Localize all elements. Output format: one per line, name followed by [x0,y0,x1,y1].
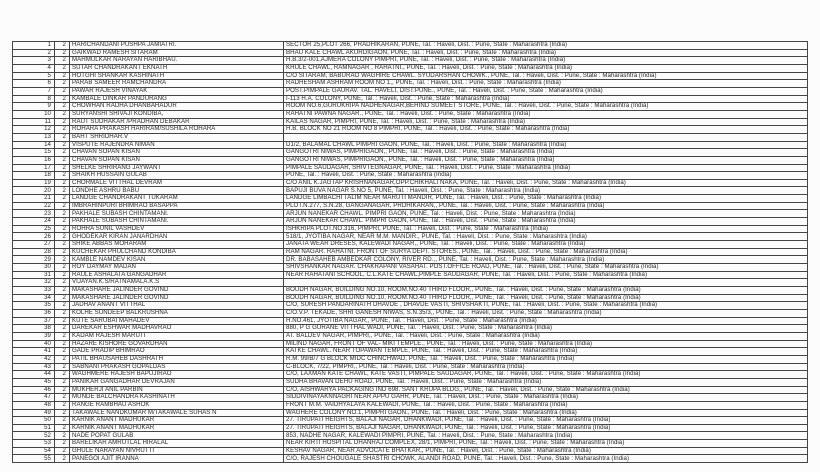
serial-number-cell: 4 [13,64,55,72]
category-cell: 2 [55,42,70,50]
serial-number-cell: 24 [13,218,55,226]
name-cell: MAHMULKAR NARAYAN HARIBHAU. [70,57,284,65]
name-cell: RAULE ASHALATA GANGADHAR [70,271,284,279]
address-cell: POST.PIMPALE GAURAV. TAL. HAVELI, DIST:PUNE., PUNE, Tal. : Haveli, Dist. : Pune, State : Maharashtra (India) [284,87,808,95]
serial-number-cell: 13 [13,133,55,141]
category-cell: 2 [55,401,70,409]
table-row [13,210,808,218]
table-row [13,417,808,425]
address-cell: R.M. 99/B/7 G BLOCK MIDC CHINCHWAD, PUNE, Tal. : Haveli, Dist. : Pune, State : Maharashtra (India) [284,355,808,363]
serial-number-cell: 54 [13,447,55,455]
table-row [13,340,808,348]
table-row [13,241,808,249]
address-cell: 880, P G GURANE VITTHAL WADI, PUNE, Tal. : Haveli, Dist. : Pune, State : Maharashtra (India) [284,325,808,333]
category-cell: 2 [55,355,70,363]
serial-number-cell: 6 [13,80,55,88]
table-row [13,42,808,50]
address-cell: GANGOTRI NIWAS, PIMPRIGAON,, PUNE, Tal. : Haveli, Dist. : Pune, State : Maharashtra (India) [284,149,808,157]
name-cell: TAKAWALE NANDKUMAR M/TAKAWALE SUHAS N [70,409,284,417]
name-cell: GAIKWAD RAMESH SITARAM [70,49,284,57]
category-cell: 2 [55,302,70,310]
address-cell: C/O ANIL K.JAGTAP KRISHNANAGAR,OPP.CHIKHALI NAKA, PUNE, Tal. : Haveli, Dist. : Pune, State : Maharashtra (India) [284,179,808,187]
address-cell: 853, NADHE NAGAR, KALEWADI PIMPRI, PUNE, Tal. : Haveli, Dist. : Pune, State : Maharashtra (India) [284,432,808,440]
address-cell: KHULE CHAWL, RAMNAGAR , RAHATNI., PUNE, Tal. : Haveli, Dist. : Pune, State : Maharashtra (India) [284,64,808,72]
table-row [13,218,808,226]
table-row [13,424,808,432]
serial-number-cell: 45 [13,378,55,386]
address-cell: 27. TIRUPATI HEIGHTS, BALAJI NAGAR, DHANKWADI, PUNE, Tal. : Haveli, Dist. : Pune, State : Maharashtra (India) [284,417,808,425]
name-cell: HAZARE KISHORE GOVARDHAN [70,340,284,348]
name-cell: PATIL BHAUSAHEB DASHRATH [70,355,284,363]
serial-number-cell: 19 [13,179,55,187]
name-cell: CHOWHAN RADHA DHANBAHADUR [70,103,284,111]
category-cell: 2 [55,279,70,287]
category-cell: 2 [55,179,70,187]
category-cell: 2 [55,378,70,386]
category-cell: 2 [55,133,70,141]
category-cell: 2 [55,447,70,455]
address-cell: 27. TIRUPATI HEIGHTS, BALAJI NAGAR, DHANKWADI, PUNE, Tal. : Haveli, Dist. : Pune, State : Maharashtra (India) [284,424,808,432]
serial-number-cell: 44 [13,371,55,379]
serial-number-cell: 1 [13,42,55,50]
category-cell: 2 [55,241,70,249]
address-cell: ISHKRIPA PLOT.NO.316, PIMPRI, PUNE, Tal. : Haveli, Dist. : Pune, State : Maharashtra (India) [284,225,808,233]
address-cell: H.B.3/2-001,AJMERA COLONY PIMPRI, PUNE, Tal. : Haveli, Dist. : Pune, State : Maharashtra (India) [284,57,808,65]
serial-number-cell: 51 [13,424,55,432]
name-cell: BARELIKAR AMRUTLAL HIRALAL [70,440,284,448]
address-cell: D1/2, BALAMAL CHAWL PIMPRI GAON, PUNE, Tal. : Haveli, Dist. : Pune, State : Maharashtra (India) [284,141,808,149]
address-cell: SECTOR 25,PLOT 266, PRADHIKARAN, PUNE, Tal. : Haveli, Dist. : Pune, State : Maharashtra (India) [284,42,808,50]
table-body [13,42,808,463]
address-cell: GANGOTRI NIWAS, PIMPRIGAON,, PUNE, Tal. : Haveli, Dist. : Pune, State : Maharashtra (India) [284,156,808,164]
serial-number-cell: 15 [13,149,55,157]
name-cell: MAKASHARE JALINDER GOVIND [70,294,284,302]
address-cell: C/O, AISHWARYA PACKAGING IND 698. SANT KRUPA BLDG,, PUNE, Tal. : Haveli, Dist. : Pune, State : Maharashtra (India) [284,386,808,394]
category-cell: 2 [55,141,70,149]
table-row [13,325,808,333]
table-row [13,394,808,402]
table-row [13,187,808,195]
address-cell [284,133,808,141]
address-cell: RADHESHAM ASHRAM ROOM NO 1,, PUNE, Tal. : Haveli, Dist. : Pune, State : Maharashtra (India) [284,80,808,88]
serial-number-cell: 42 [13,355,55,363]
table-row [13,409,808,417]
name-cell: SURYANSHI SHIVAJI KONDIBA, [70,110,284,118]
category-cell: 2 [55,118,70,126]
name-cell: SABNANI PRAKASH GOPALDAS [70,363,284,371]
category-cell: 2 [55,57,70,65]
table-row [13,57,808,65]
address-cell: KATKE CHAWL. NEAR TOPAWAN TEMPLE, PUNE, Tal. : Haveli, Dist. : Pune, State : Maharashtra (India) [284,348,808,356]
table-row [13,302,808,310]
serial-number-cell: 10 [13,110,55,118]
category-cell: 2 [55,218,70,226]
serial-number-cell: 37 [13,317,55,325]
name-cell: SHIKE ABBAS MOHARAM [70,241,284,249]
table-row [13,287,808,295]
serial-number-cell: 7 [13,87,55,95]
name-cell: KAMBLE NAMDEV KISAN [70,256,284,264]
table-row [13,156,808,164]
name-cell: GADE PRADIP BHIMRAO [70,348,284,356]
serial-number-cell: 52 [13,432,55,440]
table-row [13,248,808,256]
table-row [13,332,808,340]
name-cell: RANGE RAMBHAU ASHOK [70,401,284,409]
table-row [13,264,808,272]
serial-number-cell: 16 [13,156,55,164]
table-row [13,202,808,210]
address-cell: H.NO.461, JYOTIBA NAGAR,, PUNE, Tal. : Haveli, Dist. : Pune, State : Maharashtra (India) [284,317,808,325]
table-row [13,401,808,409]
address-cell: C-BLOCK, 7/22, PIMPRI,, PUNE, Tal. : Haveli, Dist. : Pune, State : Maharashtra (India) [284,363,808,371]
name-cell: ROY DAYMAY MADAN [70,264,284,272]
address-cell: JANATA WEAR DRESES, KALEWADI NAGAR,, PUNE, Tal. : Haveli, Dist. : Pune, State : Maharashtra (India) [284,241,808,249]
name-cell: MAKASHARE JALINDER GOVIND [70,287,284,295]
category-cell: 2 [55,332,70,340]
table-row [13,95,808,103]
category-cell: 2 [55,172,70,180]
serial-number-cell: 21 [13,195,55,203]
address-cell: PUNE, Tal. : Haveli, Dist. : Pune, State : Maharashtra (India) [284,172,808,180]
table-row [13,72,808,80]
name-cell: KUCHEKAR PHULCHAND KONDIBA [70,248,284,256]
serial-number-cell: 50 [13,417,55,425]
serial-number-cell: 8 [13,95,55,103]
address-cell: C/O, SURESH PANDARINATH DHAVDE , DHAVDE VASTI, SHIVSHAKTI, PUNE, Tal. : Haveli, Dist. : Pune, State : Maharashtra (India) [284,302,808,310]
serial-number-cell: 35 [13,302,55,310]
name-cell: NADE POPAT GULAB [70,432,284,440]
category-cell: 2 [55,103,70,111]
serial-number-cell: 43 [13,363,55,371]
table-row [13,317,808,325]
address-register-sheet [12,41,808,463]
category-cell: 2 [55,264,70,272]
category-cell: 2 [55,440,70,448]
name-cell: GHULE NARAYAN NIVRUTTI [70,447,284,455]
name-cell: HOTGHI SHANKAR KASHINATH [70,72,284,80]
address-cell: C/O SITARAM, BABURAO WAGHIRE CHAWL. SYUDARSHAN CHOWK., PUNE, Tal. : Haveli, Dist. : Pune, State : Maharashtra (India) [284,72,808,80]
address-cell: PIMPALE SAUDAGAR, SHIVTEGNAGAR, PUNE, Tal. : Haveli, Dist. : Pune, State : Maharashtra (India) [284,164,808,172]
serial-number-cell: 23 [13,210,55,218]
name-cell: PARAB SAMEER RAMCHANDRA [70,80,284,88]
address-register-table [12,41,808,463]
category-cell: 2 [55,417,70,425]
category-cell: 2 [55,95,70,103]
name-cell: IMBRAHINPURI BHIMRAO BASAPPA [70,202,284,210]
category-cell: 2 [55,210,70,218]
serial-number-cell: 9 [13,103,55,111]
address-cell: I-113 H.A. COLONY, PUNE, Tal. : Haveli, Dist. : Pune, State : Maharashtra (India) [284,95,808,103]
serial-number-cell: 40 [13,340,55,348]
serial-number-cell: 34 [13,294,55,302]
serial-number-cell: 41 [13,348,55,356]
name-cell: JADHAV ANANT VITTHAL [70,302,284,310]
table-row [13,141,808,149]
address-cell: KESHAV NAGAR, NEAR ADVOCATE BHATKAR,, PUNE, Tal. : Haveli, Dist. : Pune, State : Maharashtra (India) [284,447,808,455]
address-cell: ROOM NO.6,GURUKRIPA NADHENAGAR,BEHIND SUMEET STORE, PUNE, Tal. : Haveli, Dist. : Pune, State : Maharashtra (India) [284,103,808,111]
address-cell: FRONT M.M. VAIDHYALAYA KALEWADI, PUNE, Tal. : Haveli, Dist. : Pune, State : Maharashtra (India) [284,401,808,409]
name-cell: LONDHE ASHRU BABU [70,187,284,195]
address-cell: NEAR KIRTI HOSPITAL DHANRAJ COMPLEX, 28/1, PIMPRI, PUNE, Tal. : Haveli, Dist. : Pune, State : Maharashtra (India) [284,440,808,448]
name-cell: KUTE SARUBAI MAHADEV [70,317,284,325]
name-cell: ROHARA PRAKASH HARIRAM/SUSHILA ROHARA [70,126,284,134]
category-cell: 2 [55,202,70,210]
address-cell: WAGHERE COLONY NO.1, PIMPRI GAON., PUNE, Tal. : Haveli, Dist. : Pune, State : Maharashtra (India) [284,409,808,417]
name-cell: MUKHERJI ANIL PARBIN [70,386,284,394]
name-cell: KOLHE SUNDEEP BALKRUSHNA [70,309,284,317]
serial-number-cell: 53 [13,440,55,448]
table-row [13,378,808,386]
serial-number-cell: 31 [13,271,55,279]
serial-number-cell: 17 [13,164,55,172]
category-cell: 2 [55,409,70,417]
category-cell: 2 [55,455,70,463]
name-cell: PANIKAR GANGADHAR DEVRAJAN [70,378,284,386]
category-cell: 2 [55,325,70,333]
table-row [13,440,808,448]
serial-number-cell: 36 [13,309,55,317]
category-cell: 2 [55,248,70,256]
name-cell: HARICHANDANI PUSHPA JAMIATRI. [70,42,284,50]
name-cell: CHAVAN SOPAN KISAN [70,156,284,164]
serial-number-cell: 55 [13,455,55,463]
serial-number-cell: 18 [13,172,55,180]
category-cell: 2 [55,164,70,172]
name-cell: CHORMALE VITTHAL DEVRAM [70,179,284,187]
serial-number-cell: 27 [13,241,55,249]
serial-number-cell: 3 [13,57,55,65]
table-row [13,271,808,279]
address-cell: SIDDIVINAYAKNNAGRI NEAR APPU GAHR, PUNE, Tal. : Haveli, Dist. : Pune, State : Maharashtra (India) [284,394,808,402]
table-row [13,371,808,379]
serial-number-cell: 48 [13,401,55,409]
name-cell: PAWAR RAJESH VINAYAK [70,87,284,95]
category-cell: 2 [55,432,70,440]
category-cell: 2 [55,309,70,317]
table-row [13,149,808,157]
name-cell: PAKHALE SUBASH CHINTAMANI. [70,210,284,218]
category-cell: 2 [55,156,70,164]
name-cell: KAMBALE DINKAR PANDURANG [70,95,284,103]
address-cell: BHAU KALE CHAWL AKURDIGAON, PUNE, Tal. : Haveli, Dist. : Pune, State : Maharashtra (India) [284,49,808,57]
category-cell: 2 [55,233,70,241]
name-cell: GHODEKAR KIRAN JANARDHAN [70,233,284,241]
category-cell: 2 [55,64,70,72]
serial-number-cell: 28 [13,248,55,256]
category-cell: 2 [55,256,70,264]
table-row [13,455,808,463]
table-row [13,164,808,172]
address-cell: BAPUJI BUVA NAGAR S.NO 5, PUNE, Tal. : Haveli, Dist. : Pune, State : Maharashtra (India) [284,187,808,195]
table-row [13,225,808,233]
address-cell: 518/1, JYOTIBA NAGAR, NEAR M.M. MANDIR., PUNE, Tal. : Haveli, Dist. : Pune, State : Maharashtra (India) [284,233,808,241]
category-cell: 2 [55,187,70,195]
serial-number-cell: 2 [13,49,55,57]
address-cell: C/O, LAXMAN KATE CHAWL, KATE VASTI, PIMPALE SAUDAGAR, PUNE, Tal. : Haveli, Dist. : Pune, State : Maharashtra (India) [284,371,808,379]
address-cell: H.B. BLOCK NO 21 ROOM NO 8 PIMPRI, PUNE, Tal. : Haveli, Dist. : Pune, State : Maharashtra (India) [284,126,808,134]
address-cell: MILIND NAGAR, FRONT OF VAL- MIKI TEMPLE., PUNE, Tal. : Haveli, Dist. : Pune, State : Maharashtra (India) [284,340,808,348]
table-row [13,233,808,241]
category-cell: 2 [55,348,70,356]
serial-number-cell: 12 [13,126,55,134]
category-cell: 2 [55,87,70,95]
category-cell: 2 [55,271,70,279]
table-row [13,309,808,317]
serial-number-cell: 26 [13,233,55,241]
table-row [13,133,808,141]
category-cell: 2 [55,317,70,325]
address-cell: PLOT.N.277, S.N.28, GANGANAGAR, PRDHIKARAN,, PUNE, Tal. : Haveli, Dist. : Pune, State : Maharashtra (India) [284,202,808,210]
name-cell: RAUT SUDHAKAR /PRADHAN DEBAKAR [70,118,284,126]
serial-number-cell: 46 [13,386,55,394]
name-cell: MUNDE BALCHANDRA KASHINATH [70,394,284,402]
table-row [13,279,808,287]
serial-number-cell: 49 [13,409,55,417]
table-row [13,355,808,363]
category-cell: 2 [55,110,70,118]
category-cell: 2 [55,195,70,203]
category-cell: 2 [55,72,70,80]
name-cell: DAREKAR ESHWAR MADHAVRAO [70,325,284,333]
address-cell: ARJUN NANEKAR CHAWL. PIMPRI GAON, PUNE, Tal. : Haveli, Dist. : Pune, State : Maharashtra (India) [284,218,808,226]
table-row [13,386,808,394]
category-cell: 2 [55,126,70,134]
table-row [13,256,808,264]
table-row [13,294,808,302]
table-row [13,110,808,118]
table-row [13,49,808,57]
name-cell: SHELKE SHRIRANG JAYWANT [70,164,284,172]
category-cell: 2 [55,80,70,88]
category-cell: 2 [55,49,70,57]
category-cell: 2 [55,371,70,379]
serial-number-cell: 33 [13,287,55,295]
name-cell: PANEGOI AJIT IRANNA [70,455,284,463]
category-cell: 2 [55,386,70,394]
table-row [13,172,808,180]
category-cell: 2 [55,294,70,302]
address-cell: BOUDH NAGAR, BUILDING NO.10, ROOM.NO.40 THIRD FLOOR,, PUNE, Tal. : Haveli, Dist. : Pune, State : Maharashtra (India) [284,294,808,302]
table-row [13,126,808,134]
address-cell: RAHATNI PAWNA NAGAR., PUNE, Tal. : Haveli, Dist. : Pune, State : Maharashtra (India) [284,110,808,118]
serial-number-cell: 5 [13,72,55,80]
serial-number-cell: 22 [13,202,55,210]
name-cell: KARNIK ANANT MADHUKAR [70,424,284,432]
address-cell: NEAR RAHATANI SCHOOL, C.L.KATE CHAWL,PIMPLE SAUDAGAR, PUNE, Tal. : Haveli, Dist. : Pune, State : Maharashtra (India) [284,271,808,279]
table-row [13,432,808,440]
address-cell: ARJUN NANEKAR CHAWL. PIMPRI GAON, PUNE, Tal. : Haveli, Dist. : Pune, State : Maharashtra (India) [284,210,808,218]
name-cell: SHAIKH HUSSAIN GULAB [70,172,284,180]
table-row [13,195,808,203]
table-row [13,179,808,187]
table-row [13,447,808,455]
name-cell: BAHT SHRIDHAR.V [70,133,284,141]
address-cell: RAM NAGAR. RAHATNI. FRONT OF SURYA DEPT. STORES., PUNE, Tal. : Haveli, Dist. : Pune, State : Maharashtra (India) [284,248,808,256]
table-row [13,348,808,356]
serial-number-cell: 20 [13,187,55,195]
category-cell: 2 [55,225,70,233]
serial-number-cell: 25 [13,225,55,233]
serial-number-cell: 29 [13,256,55,264]
name-cell: VIJAYAN.K.S/RATNAMALA.K.S [70,279,284,287]
serial-number-cell: 39 [13,332,55,340]
address-cell: SUDHA BHAVAN DEHU ROAD, PUNE, Tal. : Haveli, Dist. : Pune, State : Maharashtra (India) [284,378,808,386]
serial-number-cell: 30 [13,264,55,272]
category-cell: 2 [55,394,70,402]
table-row [13,118,808,126]
address-cell: C/O, RAJESH CHOUGALE SHASTRI CHOWK, ALANDI ROAD, PUNE, Tal. : Haveli, Dist. : Pune, State : Maharashtra (India) [284,455,808,463]
name-cell: VISPUTE RAJENDRA NIMAN [70,141,284,149]
table-row [13,64,808,72]
name-cell: PAKHALE SUBASH CHINTAMANI. [70,218,284,226]
name-cell: CHAVAN SOPAN KISAN [70,149,284,157]
address-cell: AT. BALDEV NAGAR, PIMPRI,, PUNE, Tal. : Haveli, Dist. : Pune, State : Maharashtra (India) [284,332,808,340]
name-cell: LANDGE CHANDRAKANT TUKARAM [70,195,284,203]
name-cell: KARNIK ANANT MADHUKAR [70,417,284,425]
table-row [13,80,808,88]
category-cell: 2 [55,340,70,348]
address-cell: DR. BABASAHEB AMBEDKAR COLONY, RIVER RD.,, PUNE, Tal. : Haveli, Dist. : Pune, State : Maharashtra (India) [284,256,808,264]
name-cell: WAGHMERE RAJESH BAPUJIRAO [70,371,284,379]
category-cell: 2 [55,287,70,295]
address-cell: C/O.V.P. TEKADE, SHRI GANESH NIWAS, S.N.35/3,, PUNE, Tal. : Haveli, Dist. : Pune, State : Maharashtra (India) [284,309,808,317]
table-row [13,87,808,95]
name-cell: ROHRA SUNIL VASHDEV [70,225,284,233]
category-cell: 2 [55,149,70,157]
category-cell: 2 [55,424,70,432]
name-cell: SUTAR CHANDRAKANT EKNATH [70,64,284,72]
serial-number-cell: 11 [13,118,55,126]
serial-number-cell: 38 [13,325,55,333]
address-cell: BOUDH NAGAR, BUILDING NO.10, ROOM.NO.40 THIRD FLOOR,, PUNE, Tal. : Haveli, Dist. : Pune, State : Maharashtra (India) [284,287,808,295]
address-cell: LANDGE LIMBACHI TALIM NEAR MARUTI MANDIR, PUNE, Tal. : Haveli, Dist. : Pune, State : Maharashtra (India) [284,195,808,203]
address-cell [284,279,808,287]
table-row [13,103,808,111]
table-row [13,363,808,371]
name-cell: KADAM RAJESH MARUTI [70,332,284,340]
serial-number-cell: 47 [13,394,55,402]
address-cell: SHIVSHANKAR NAGAR. CHAKRAPANI VASAHAT. POST.OFFICE ROAD, PUNE, Tal. : Haveli, Dist. : Pune, State : Maharashtra (India) [284,264,808,272]
category-cell: 2 [55,363,70,371]
serial-number-cell: 32 [13,279,55,287]
address-cell: KAILAS NAGAR, PIMPRI, PUNE, Tal. : Haveli, Dist. : Pune, State : Maharashtra (India) [284,118,808,126]
serial-number-cell: 14 [13,141,55,149]
